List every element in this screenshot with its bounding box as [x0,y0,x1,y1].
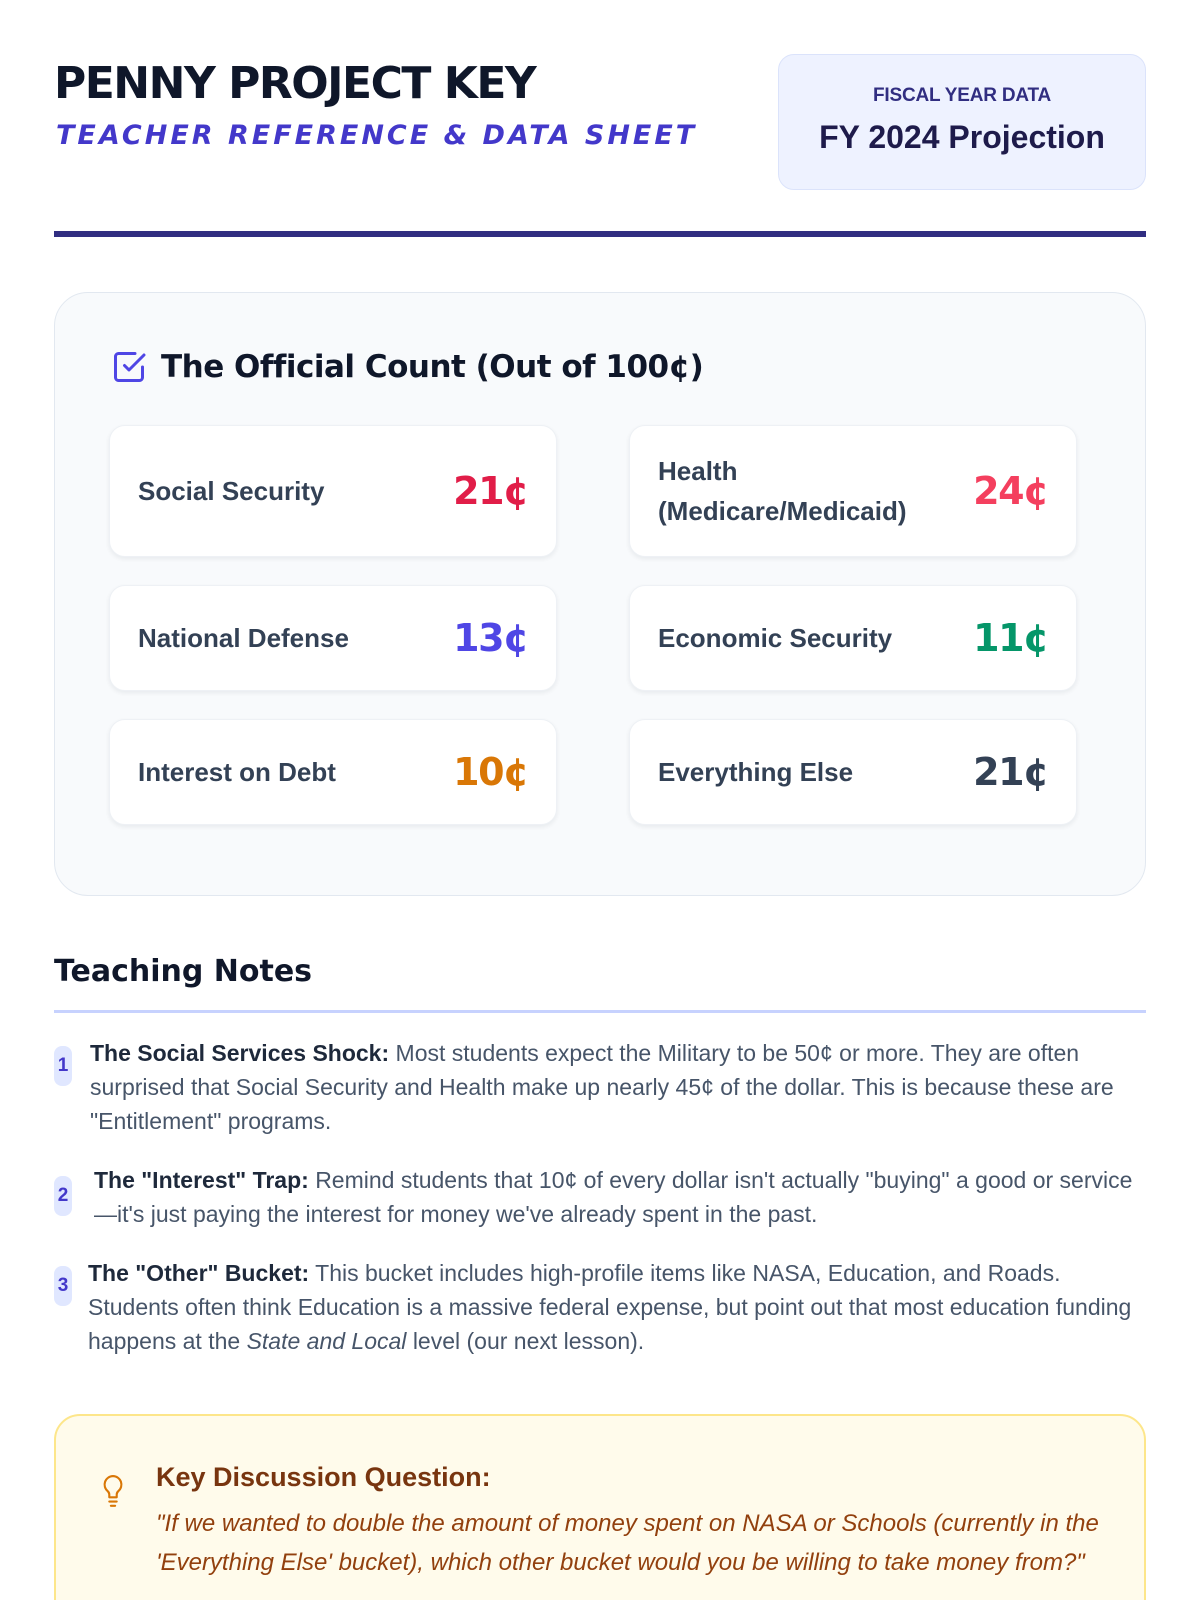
budget-category-value: 24¢ [973,469,1048,513]
budget-category-label: Economic Security [658,623,893,653]
note-text [90,1036,1146,1138]
budget-card-everything-else [629,719,1077,825]
note-number-badge: 2 [54,1176,72,1216]
note-body-end: level (our next lesson). [412,1328,645,1354]
note-emphasis: State and Local [246,1328,407,1354]
note-number-badge: 3 [54,1266,72,1306]
header-divider [54,231,1146,237]
note-heading: The Social Services Shock: [90,1040,390,1066]
budget-category-value: 11¢ [973,616,1048,660]
budget-card-social-security [109,425,557,557]
note-heading: The "Other" Bucket: [88,1260,310,1286]
discussion-title: Key Discussion Question: [156,1462,491,1492]
note-heading: The "Interest" Trap: [94,1167,309,1193]
page-title: PENNY PROJECT KEY [54,58,536,109]
note-body: Most students expect the Military to be 50¢ or more. They are often surprised that Social Security and Health make up nearly 45¢ of the dollar. This is because these are "Entitlement" programs. [90,1040,1114,1134]
fiscal-year-badge [778,54,1146,190]
teaching-note [54,1036,1146,1138]
budget-category-label: Interest on Debt [138,757,336,787]
teaching-notes-divider [54,1010,1146,1013]
note-text [88,1256,1146,1358]
fiscal-year-value: FY 2024 Projection [819,119,1105,155]
fiscal-year-label: FISCAL YEAR DATA [872,85,1051,106]
discussion-callout [54,1414,1146,1600]
lightbulb-icon [100,1474,126,1510]
note-text [94,1163,1146,1231]
budget-category-label: Everything Else [658,757,854,787]
budget-category-value: 21¢ [453,469,528,513]
budget-card-interest-on-debt [109,719,557,825]
note-body: Remind students that 10¢ of every dollar isn't actually "buying" a good or service—it's just paying the interest for money we've already spent in the past. [94,1167,1133,1227]
teaching-notes-title: Teaching Notes [54,954,313,989]
budget-card-economic-security [629,585,1077,691]
budget-category-value: 13¢ [453,616,528,660]
budget-category-label: Social Security [138,476,325,506]
header [54,0,1146,236]
note-number-badge: 1 [54,1046,72,1086]
checkbox-check-icon [111,349,147,385]
budget-category-value: 10¢ [453,750,528,794]
budget-category-label: National Defense [138,623,349,653]
teaching-note [54,1163,1146,1231]
official-count-title: The Official Count (Out of 100¢) [161,349,704,385]
official-count-panel [54,292,1146,896]
budget-category-value: 21¢ [973,750,1048,794]
teaching-note [54,1256,1146,1358]
note-body: This bucket includes high-profile items like NASA, Education, and Roads. Students often think Education is a massive federal expense, but point out that most education funding happens at the [88,1260,1132,1354]
page-subtitle: TEACHER REFERENCE & DATA SHEET [56,120,698,151]
discussion-question: "If we wanted to double the amount of money spent on NASA or Schools (currently in the 'Everything Else' bucket), which other bucket would you be willing to take money from?" [156,1510,1099,1576]
budget-category-label: Health (Medicare/Medicaid) [658,456,907,526]
official-count-header [111,349,703,385]
budget-card-health [629,425,1077,557]
budget-card-national-defense [109,585,557,691]
